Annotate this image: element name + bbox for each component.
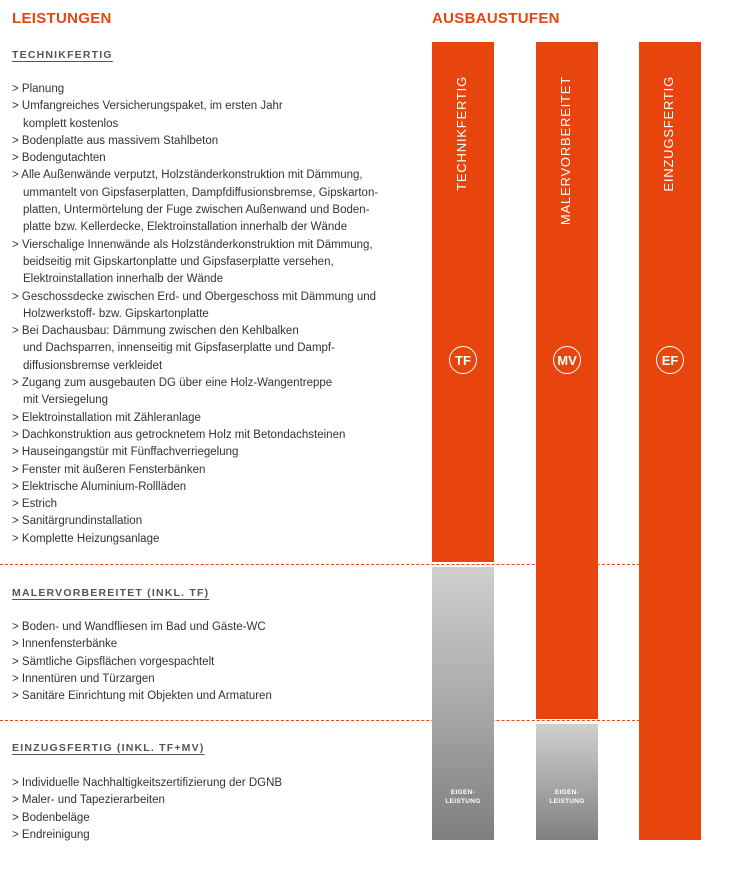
list-item: > Umfangreiches Versicherungspaket, im ersten Jahr komplett kostenlos xyxy=(12,100,283,130)
list-item: > Komplette Heizungsanlage xyxy=(12,532,160,545)
list-item: > Innentüren und Türzargen xyxy=(12,672,155,685)
list-item: > Boden- und Wandfliesen im Bad und Gäste-WC xyxy=(12,621,266,633)
list-item: > Sanitäre Einrichtung mit Objekten und Armaturen xyxy=(12,690,272,703)
list-item: > Bei Dachausbau: Dämmung zwischen den Kehlbalken und Dachsparren, innenseitig mit Gipsfaserplatte und Dampf- diffusionsbremse verkleidet xyxy=(12,325,335,372)
column-label-malervorbereitet: MALERVORBEREITET xyxy=(558,76,573,226)
list-item: > Endreinigung xyxy=(12,828,90,841)
badge-tf-icon: TF xyxy=(449,346,477,374)
list-item: > Elektroinstallation mit Zähleranlage xyxy=(12,411,201,424)
list-item: > Planung xyxy=(12,83,65,95)
list-item: > Sanitärgrundinstallation xyxy=(12,515,143,528)
list-item: > Hauseingangstür mit Fünffachverriegelung xyxy=(12,446,239,459)
list-item: > Elektrische Aluminium-Rollläden xyxy=(12,480,187,493)
list-item: > Dachkonstruktion aus getrocknetem Holz mit Betondachsteinen xyxy=(12,428,346,441)
section-title-technikfertig: TECHNIKFERTIG xyxy=(12,49,113,61)
eigenleistung-label: EIGEN- LEISTUNG xyxy=(445,789,481,805)
list-item: > Alle Außenwände verputzt, Holzständerkonstruktion mit Dämmung, ummantelt von Gipsfaserplatten, Dampfdiffusionsbremse, Gipskarton- platten, Untermörtelung der Fuge zwischen Außenwand und Boden- platte bzw. Kellerdecke, Elektroinstallation innerhalb der Wände xyxy=(12,169,379,234)
bar-eigenleistung-mv xyxy=(536,724,598,840)
column-label-technikfertig: TECHNIKFERTIG xyxy=(454,76,469,191)
list-item: > Bodengutachten xyxy=(12,152,106,165)
section-title-einzugsfertig: EINZUGSFERTIG (INKL. TF+MV) xyxy=(12,742,205,754)
eigenleistung-label: EIGEN- LEISTUNG xyxy=(549,789,585,805)
list-item: > Fenster mit äußeren Fensterbänken xyxy=(12,463,206,476)
list-technikfertig xyxy=(12,81,412,548)
list-item: > Bodenplatte aus massivem Stahlbeton xyxy=(12,134,219,147)
column-label-einzugsfertig: EINZUGSFERTIG xyxy=(661,76,676,192)
list-item: > Vierschalige Innenwände als Holzständerkonstruktion mit Dämmung, beidseitig mit Gipskartonplatte und Gipsfaserplatte versehen, Elektroinstallation innerhalb der Wände xyxy=(12,238,373,286)
list-item: > Zugang zum ausgebauten DG über eine Holz-Wangentreppe mit Versiegelung xyxy=(12,377,333,407)
section-title-malervorbereitet: MALERVORBEREITET (INKL. TF) xyxy=(12,587,210,599)
badge-mv-icon: MV xyxy=(553,346,581,374)
list-malervorbereitet xyxy=(12,619,412,705)
section-divider xyxy=(0,720,640,721)
list-item: > Maler- und Tapezierarbeiten xyxy=(12,794,165,807)
list-item: > Innenfensterbänke xyxy=(12,638,118,651)
page-title-leistungen: LEISTUNGEN xyxy=(12,10,112,27)
list-einzugsfertig xyxy=(12,775,412,844)
list-item: > Geschossdecke zwischen Erd- und Obergeschoss mit Dämmung und Holzwerkstoff- bzw. Gipskartonplatte xyxy=(12,290,377,320)
list-item: > Sämtliche Gipsflächen vorgespachtelt xyxy=(12,655,215,668)
badge-ef-icon: EF xyxy=(656,346,684,374)
list-item: > Estrich xyxy=(12,498,58,511)
list-item: > Bodenbeläge xyxy=(12,811,90,824)
page-title-ausbaustufen: AUSBAUSTUFEN xyxy=(432,10,560,27)
list-item: > Individuelle Nachhaltigkeitszertifizierung der DGNB xyxy=(12,777,283,789)
